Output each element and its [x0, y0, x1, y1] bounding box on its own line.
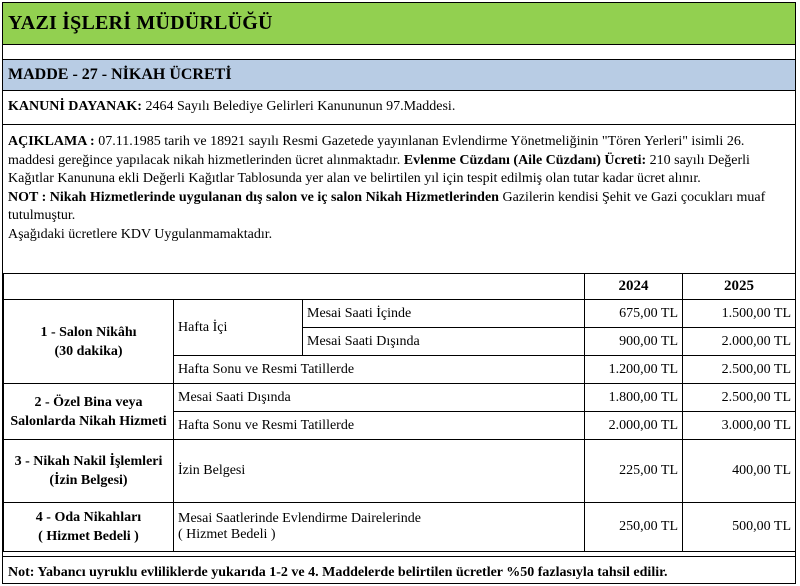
salon-mesai-ici-2024: 675,00 TL — [585, 300, 683, 328]
salon-mesai-ici-2025: 1.500,00 TL — [683, 300, 796, 328]
salon-mesai-disi-2024: 900,00 TL — [585, 328, 683, 356]
table-row — [4, 503, 796, 552]
oda-desc-line-2: ( Hizmet Bedeli ) — [178, 527, 276, 542]
description — [8, 133, 793, 244]
salon-hafta-sonu-2025: 2.500,00 TL — [683, 356, 796, 384]
not-paragraph — [8, 189, 793, 226]
aciklama-bold: Evlenme Cüzdanı (Aile Cüzdanı) Ücreti: — [403, 152, 647, 168]
header-blank — [4, 274, 585, 300]
category-oda — [4, 503, 174, 552]
year-2025-header: 2025 — [683, 274, 796, 300]
ozel-hafta-sonu-cell: Hafta Sonu ve Resmi Tatillerde — [174, 412, 585, 440]
page-title: YAZI İŞLERİ MÜDÜRLÜĞÜ — [3, 3, 795, 45]
oda-desc-line-1: Mesai Saatlerinde Evlendirme Dairelerinde — [178, 511, 421, 526]
divider — [3, 556, 795, 557]
table-row — [4, 440, 796, 503]
mesai-disi-cell: Mesai Saati Dışında — [303, 328, 585, 356]
salon-hafta-sonu-2024: 1.200,00 TL — [585, 356, 683, 384]
ozel-mesai-disi-2025: 2.500,00 TL — [683, 384, 796, 412]
ozel-hafta-sonu-2025: 3.000,00 TL — [683, 412, 796, 440]
fee-table — [3, 273, 796, 552]
salon-mesai-disi-2025: 2.000,00 TL — [683, 328, 796, 356]
salon-hafta-sonu-cell: Hafta Sonu ve Resmi Tatillerde — [174, 356, 585, 384]
divider — [3, 124, 795, 125]
ozel-hafta-sonu-2024: 2.000,00 TL — [585, 412, 683, 440]
not-label: NOT : — [8, 189, 47, 205]
category-nakil-sub: (İzin Belgesi) — [49, 473, 128, 488]
aciklama-text-1: 07.11.1985 tarih ve 18921 sayılı Resmi Gazetede yayınlanan Evlendirme Yönetmeliğinin "Tören Yerleri" isimli 26. maddesi gereğince yapılacak nikah hizmetlerinden ücret alınmaktadır. — [8, 134, 745, 168]
year-2024-header: 2024 — [585, 274, 683, 300]
category-nakil — [4, 440, 174, 503]
nakil-2025: 400,00 TL — [683, 440, 796, 503]
category-salon — [4, 300, 174, 384]
legal-basis-text: 2464 Sayılı Belediye Gelirleri Kanununun 97.Maddesi. — [141, 99, 456, 114]
table-row — [4, 384, 796, 412]
nakil-desc-cell: İzin Belgesi — [174, 440, 585, 503]
oda-2024: 250,00 TL — [585, 503, 683, 552]
category-nakil-title: 3 - Nikah Nakil İşlemleri — [14, 454, 163, 469]
aciklama-paragraph — [8, 133, 793, 189]
kdv-note: Aşağıdaki ücretlere KDV Uygulanmamaktadır. — [8, 226, 273, 242]
nakil-2024: 225,00 TL — [585, 440, 683, 503]
not-bold: Nikah Hizmetlerinde uygulanan dış salon ve iç salon Nikah Hizmetlerinden — [46, 189, 499, 205]
not-text: Gazilerin kendisi Şehit ve Gazi çocukları muaf tutulmuştur. — [8, 189, 766, 223]
oda-desc-cell — [174, 503, 585, 552]
aciklama-text-2: 210 sayılı Değerli Kağıtlar Kanununa ekli Değerli Kağıtlar Tablosunda yer alan ve belirtilen yıl için tespit edilmiş olan tutar kadar ücret alınır. — [8, 152, 750, 186]
category-oda-sub: ( Hizmet Bedeli ) — [38, 529, 139, 544]
mesai-ici-cell: Mesai Saati İçinde — [303, 300, 585, 328]
category-salon-title: 1 - Salon Nikâhı — [40, 324, 137, 340]
ozel-mesai-disi-2024: 1.800,00 TL — [585, 384, 683, 412]
table-header-row — [4, 274, 796, 300]
footnote: Not: Yabancı uyruklu evliliklerde yukarıda 1-2 ve 4. Maddelerde belirtilen ücretler %50 fazlasıyla tahsil edilir. — [8, 565, 668, 580]
oda-2025: 500,00 TL — [683, 503, 796, 552]
legal-basis — [8, 99, 455, 115]
category-ozel: 2 - Özel Bina veya Salonlarda Nikah Hizmeti — [4, 384, 174, 440]
ozel-mesai-disi-cell: Mesai Saati Dışında — [174, 384, 585, 412]
legal-basis-label: KANUNİ DAYANAK: — [8, 99, 142, 114]
category-oda-title: 4 - Oda Nikahları — [35, 510, 142, 525]
table-row — [4, 300, 796, 328]
aciklama-label: AÇIKLAMA : — [8, 134, 95, 149]
fee-sheet — [2, 2, 796, 584]
section-title: MADDE - 27 - NİKAH ÜCRETİ — [3, 59, 795, 91]
category-salon-sub: (30 dakika) — [54, 343, 123, 359]
hafta-ici-cell: Hafta İçi — [174, 300, 303, 356]
